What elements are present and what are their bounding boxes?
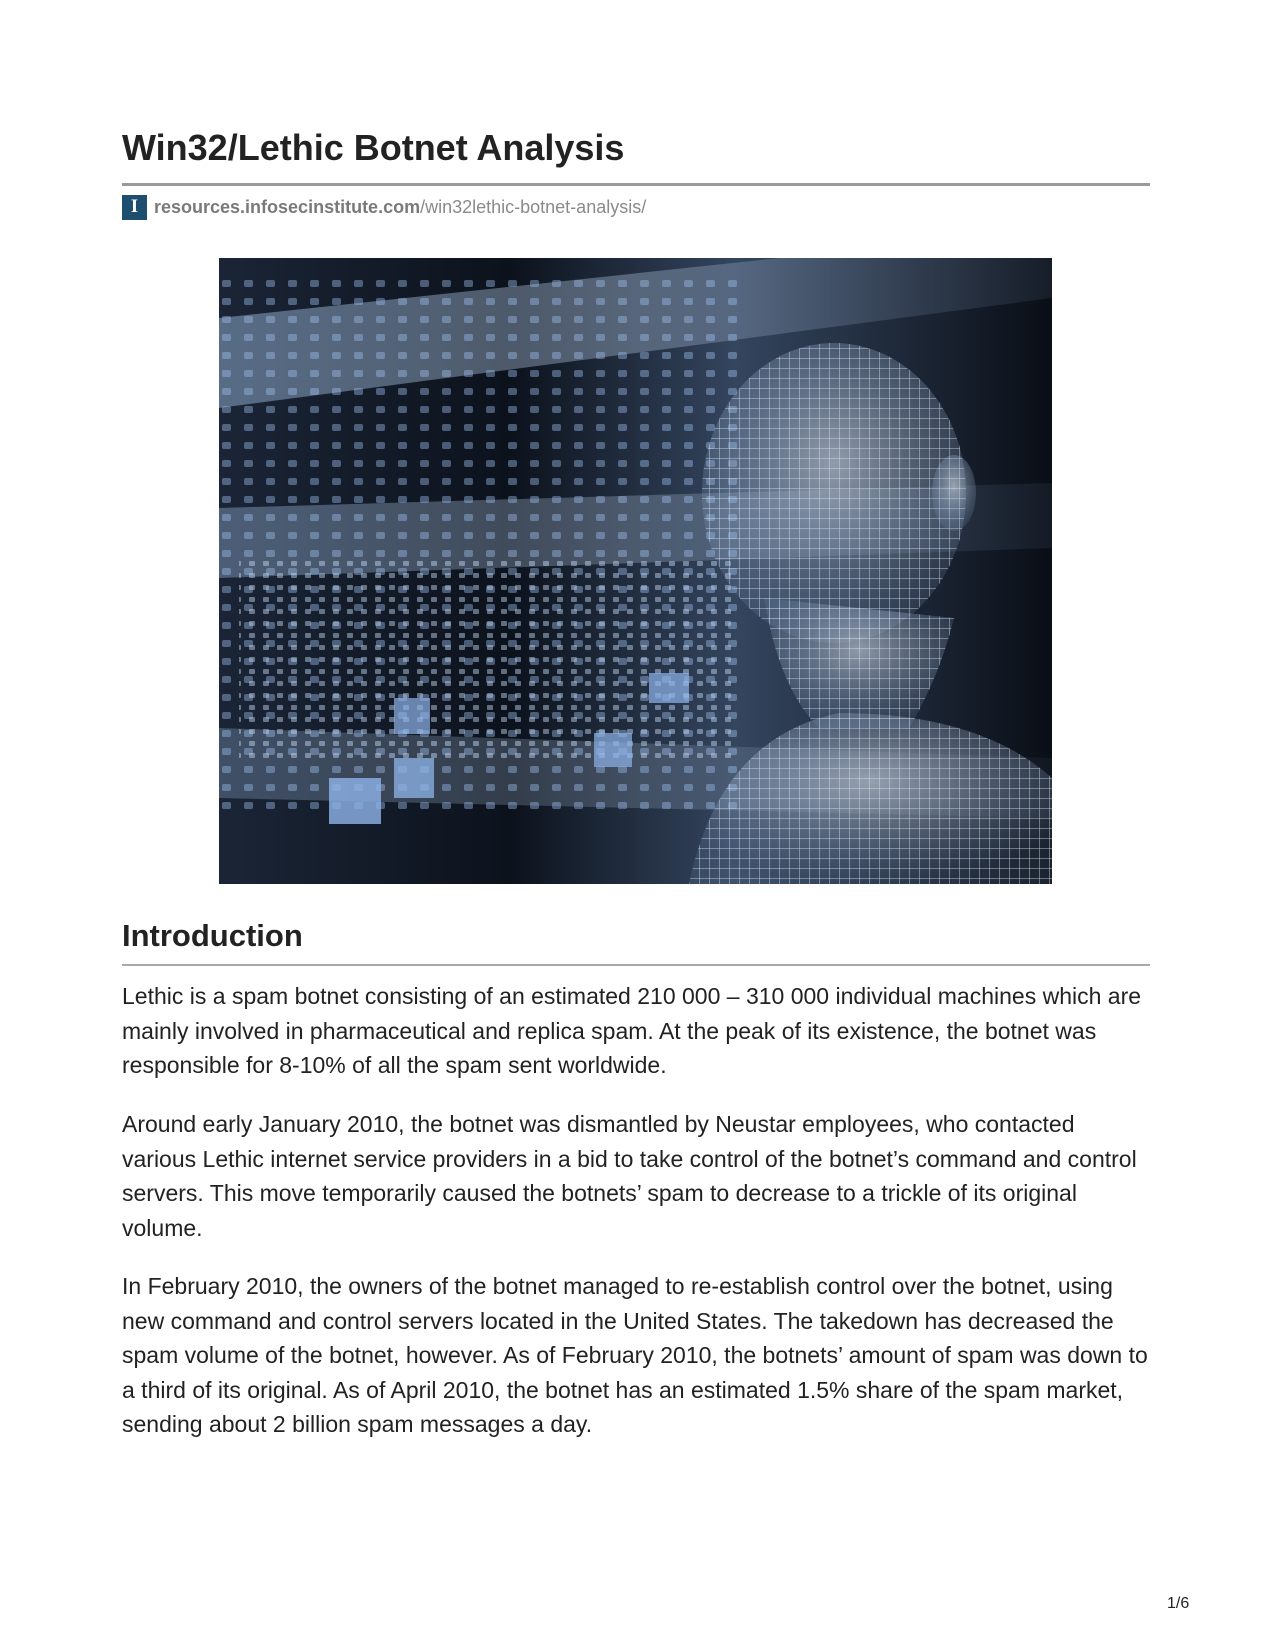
hero-image bbox=[219, 258, 1052, 884]
source-link[interactable] bbox=[122, 195, 646, 219]
source-path[interactable]: /win32lethic-botnet-analysis/ bbox=[420, 196, 647, 217]
page-title: Win32/Lethic Botnet Analysis bbox=[122, 127, 625, 168]
title-divider bbox=[122, 183, 1150, 186]
section-divider bbox=[122, 964, 1150, 966]
paragraph: In February 2010, the owners of the botnet managed to re-establish control over the botnet, using new command and control servers located in the United States. The takedown has decreased the spam volume of the botnet, however. As of February 2010, the botnets’ amount of spam was down to a third of its original. As of April 2010, the botnet has an estimated 1.5% share of the spam market, sending about 2 billion spam messages a day. bbox=[122, 1273, 1148, 1437]
paragraph: Lethic is a spam botnet consisting of an estimated 210 000 – 310 000 individual machines which are mainly involved in pharmaceutical and replica spam. At the peak of its existence, the botnet was responsible for 8-10% of all the spam sent worldwide. bbox=[122, 983, 1142, 1078]
source-domain[interactable]: resources.infosecinstitute.com bbox=[154, 196, 421, 217]
wireframe-human-head-image bbox=[219, 258, 1052, 884]
page-number: 1/6 bbox=[1167, 1595, 1190, 1612]
paragraph: Around early January 2010, the botnet was dismantled by Neustar employees, who contacted various Lethic internet service providers in a bid to take control of the botnet’s command and control servers. This move temporarily caused the botnets’ spam to decrease to a trickle of its original volume. bbox=[122, 1111, 1137, 1241]
section-heading-introduction: Introduction bbox=[122, 918, 303, 953]
infosec-logo-icon: I bbox=[122, 195, 147, 220]
